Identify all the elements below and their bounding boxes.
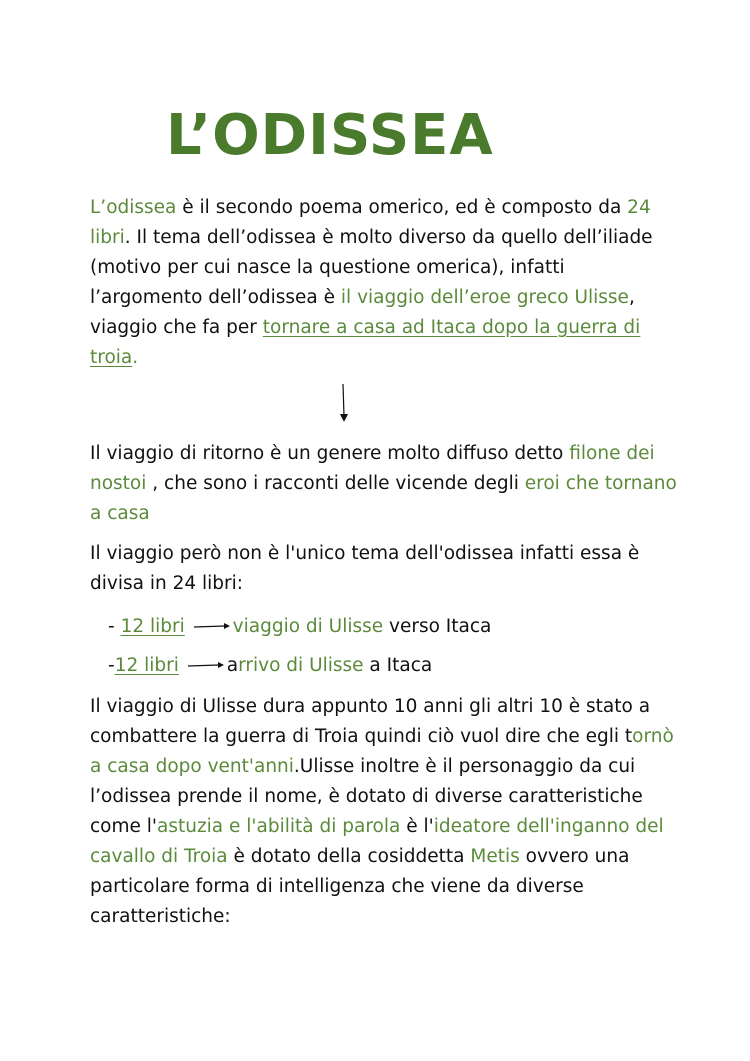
highlight-24-libri: 24 libri xyxy=(90,197,651,248)
text: . xyxy=(132,347,139,368)
list-dash: - xyxy=(108,655,115,676)
ulisse-paragraph xyxy=(90,692,680,932)
right-arrow-icon xyxy=(193,621,231,633)
highlight-tornare-a-casa: tornare a casa ad Itaca dopo la guerra di troia xyxy=(90,317,641,368)
text: . Il tema dell’odissea è molto diverso da quello dell’iliade (motivo per cui nasce la questione omerica), infatti l’argomento dell’odissea è xyxy=(90,227,653,308)
highlight-metis: Metis xyxy=(470,846,520,867)
right-arrow-icon xyxy=(187,660,225,672)
highlight-viaggio: il viaggio dell’eroe greco Ulisse xyxy=(340,287,629,308)
highlight-ideatore: ideatore dell'inganno del cavallo di Troia xyxy=(90,816,664,867)
text: .Ulisse inoltre è il personaggio da cui l’odissea prende il nome, è dotato di diverse caratteristiche come l' xyxy=(90,756,643,837)
list-books: 12 libri xyxy=(120,616,185,637)
highlight-torno: ornò a casa dopo vent'anni xyxy=(90,726,674,777)
text: Il viaggio di ritorno è un genere molto diffuso detto xyxy=(90,443,570,464)
text: Il viaggio di Ulisse dura appunto 10 anni gli altri 10 è stato a combattere la guerra di Troia quindi ciò vuol dire che egli t xyxy=(90,696,651,747)
nostoi-paragraph xyxy=(90,439,680,529)
text: ovvero una particolare forma di intelligenza che viene da diverse caratteristiche: xyxy=(90,846,630,927)
tema-paragraph: Il viaggio però non è l'unico tema dell'odissea infatti essa è divisa in 24 libri: xyxy=(90,543,640,594)
list-part2: a Itaca xyxy=(363,655,433,676)
highlight-eroi: eroi che tornano a casa xyxy=(90,473,677,524)
list-item xyxy=(108,612,491,642)
highlight-filone: filone dei nostoi xyxy=(90,443,655,494)
list-part1: viaggio di Ulisse xyxy=(232,616,384,637)
page-title: L’ODISSEA xyxy=(166,103,494,168)
intro-paragraph xyxy=(90,193,680,373)
list-dash: - xyxy=(108,616,121,637)
text: è l' xyxy=(400,816,434,837)
list-part2: verso Itaca xyxy=(383,616,492,637)
text: , viaggio che fa per xyxy=(90,287,635,338)
list-part1: rrivo di Ulisse xyxy=(238,655,364,676)
list-part1-pre: a xyxy=(226,655,239,676)
list-books: 12 libri xyxy=(114,655,179,676)
highlight-astuzia: astuzia e l'abilità di parola xyxy=(157,816,401,837)
down-arrow-icon xyxy=(334,382,354,424)
list-item xyxy=(108,651,432,681)
text: , che sono i racconti delle vicende degli xyxy=(146,473,525,494)
text: è dotato della cosiddetta xyxy=(227,846,471,867)
highlight-odissea: L’odissea xyxy=(90,197,177,218)
text: è il secondo poema omerico, ed è composto da xyxy=(176,197,628,218)
